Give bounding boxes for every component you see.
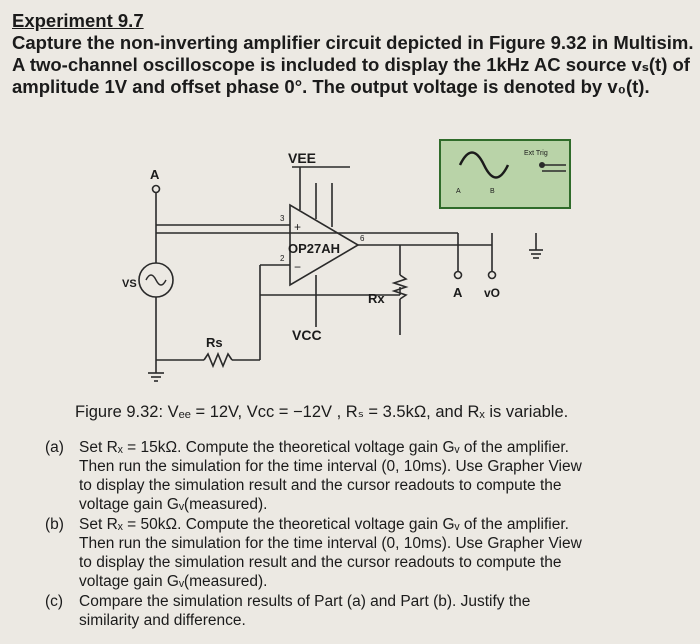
question-line: Set Rₓ = 15kΩ. Compute the theoretical voltage gain Gᵥ of the amplifier. (79, 439, 569, 456)
question-line: similarity and difference. (79, 612, 246, 629)
minus-sign: − (294, 260, 302, 274)
pin-6-label: 6 (360, 234, 365, 243)
question-line: voltage gain Gᵥ(measured). (79, 496, 268, 513)
question-line: to display the simulation result and the cursor readouts to compute the (79, 477, 562, 494)
experiment-title: Experiment 9.7 (12, 10, 144, 31)
question-line: voltage gain Gᵥ(measured). (79, 573, 268, 590)
scope-ch-b-label: B (490, 188, 495, 195)
question-line: Then run the simulation for the time interval (0, 10ms). Use Grapher View (79, 458, 582, 475)
vcc-label: VCC (292, 327, 322, 343)
oscilloscope-box (440, 140, 570, 208)
probe-vo-label: vO (484, 286, 501, 300)
question-b (45, 515, 685, 591)
question-label: (c) (45, 593, 64, 610)
node-a-label: A (150, 167, 160, 182)
question-label: (b) (45, 516, 64, 533)
plus-sign: + (294, 220, 302, 234)
source-label: VS (122, 278, 137, 290)
question-line: to display the simulation result and the cursor readouts to compute the (79, 554, 562, 571)
question-c (45, 592, 685, 630)
opamp-label: OP27AH (288, 241, 341, 256)
experiment-heading (12, 10, 694, 98)
scope-ch-a-label: A (456, 188, 461, 195)
question-a (45, 438, 685, 514)
question-line: Then run the simulation for the time interval (0, 10ms). Use Grapher View (79, 535, 582, 552)
question-list (45, 438, 685, 631)
rs-label: Rs (206, 335, 223, 350)
intro-line-3: amplitude 1V and offset phase 0°. The output voltage is denoted by v₀(t). (12, 76, 650, 97)
pin-3-label: 3 (280, 214, 285, 223)
vee-label: VEE (288, 150, 317, 166)
figure-caption: Figure 9.32: Vₑₑ = 12V, Vcc = −12V , Rₛ = 3.5kΩ, and Rₓ is variable. (75, 403, 569, 421)
intro-line-1: Capture the non-inverting amplifier circuit depicted in Figure 9.32 in Multisim. (12, 32, 694, 53)
question-line: Set Rₓ = 50kΩ. Compute the theoretical voltage gain Gᵥ of the amplifier. (79, 516, 569, 533)
rx-label: Rx (368, 291, 385, 306)
circuit-diagram (120, 135, 580, 395)
question-label: (a) (45, 439, 64, 456)
question-line: Compare the simulation results of Part (a) and Part (b). Justify the (79, 593, 531, 610)
pin-2-label: 2 (280, 254, 285, 263)
scope-ext-trig-label: Ext Trig (524, 150, 548, 157)
probe-a-label: A (453, 285, 463, 300)
intro-line-2: A two-channel oscilloscope is included to display the 1kHz AC source vₛ(t) of (12, 54, 690, 75)
